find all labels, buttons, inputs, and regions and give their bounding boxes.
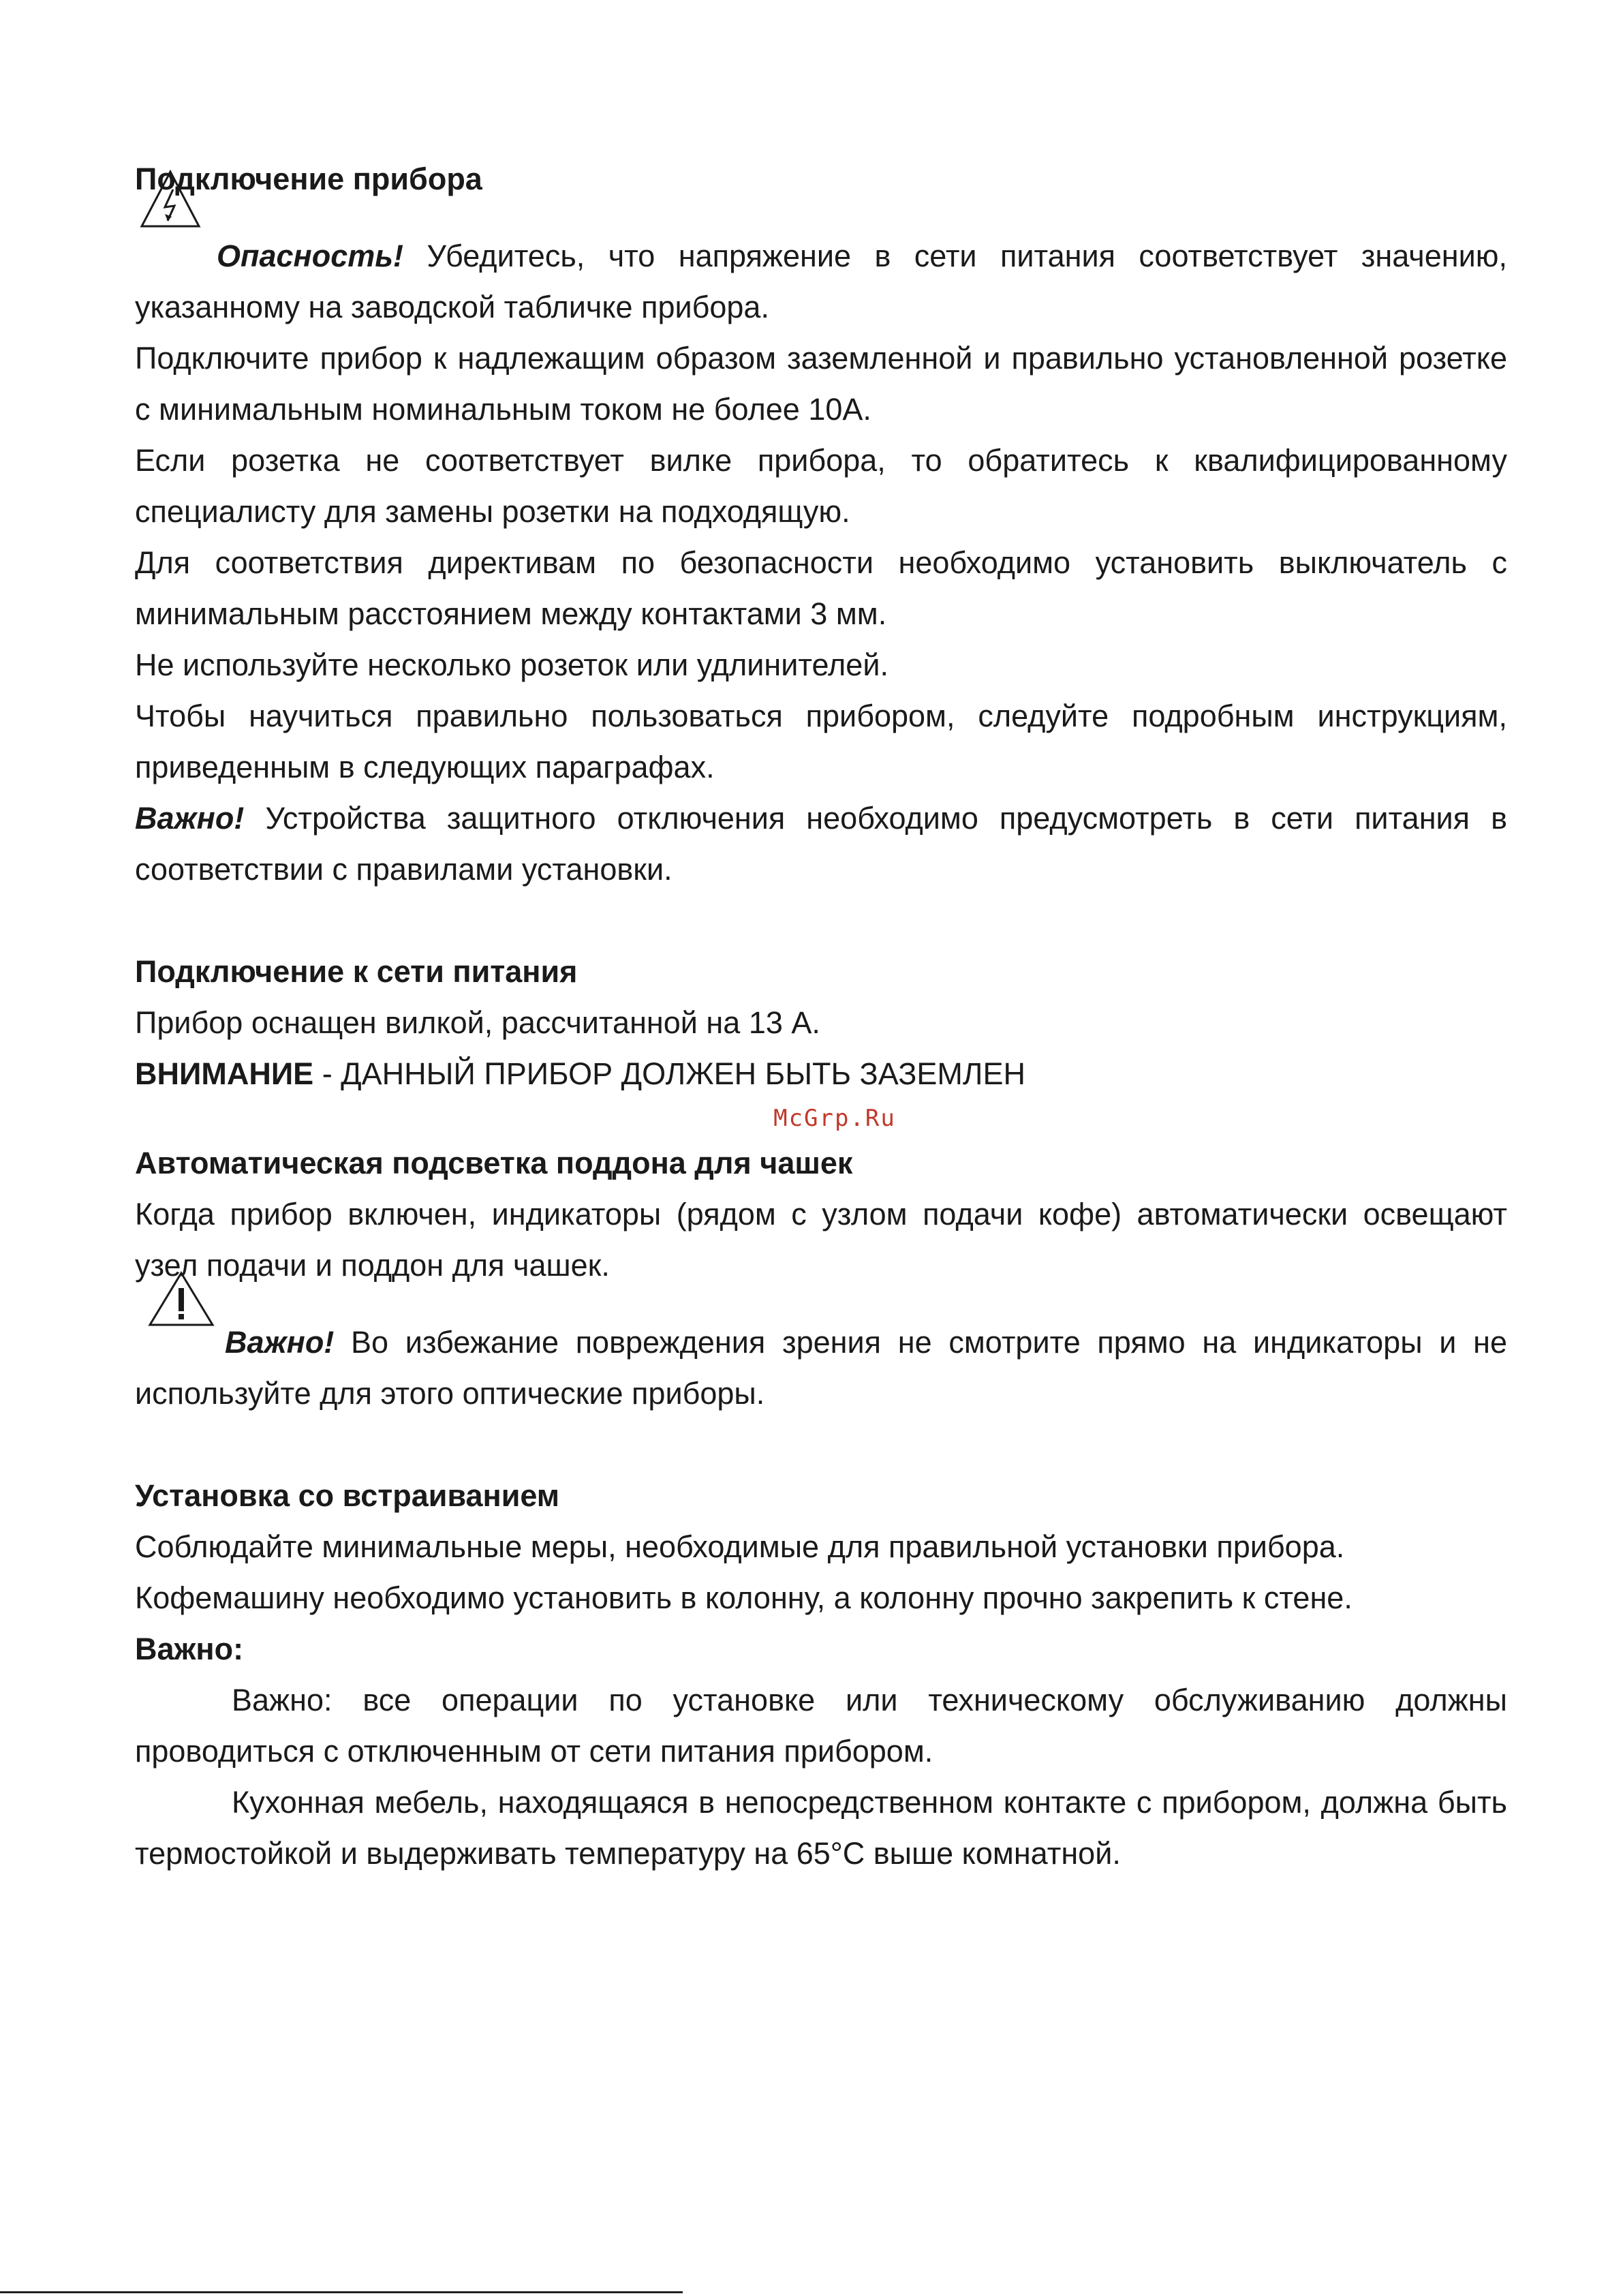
document-page xyxy=(135,153,1507,1879)
electric-shock-warning-icon xyxy=(139,169,202,229)
danger-text: Убедитесь, что напряжение в сети питания соответствует значению, указанному на заводской табличке прибора. xyxy=(135,239,1507,324)
important-text: Во избежание повреждения зрения не смотрите прямо на индикаторы и не используйте для этого оптические приборы. xyxy=(135,1325,1507,1411)
section-title-lighting: Автоматическая подсветка поддона для чашек xyxy=(135,1146,853,1180)
watermark: McGrp.Ru xyxy=(773,1105,896,1132)
paragraph: Если розетка не соответствует вилке прибора, то обратитесь к квалифицированному специалисту для замены розетки на подходящую. xyxy=(135,443,1507,529)
paragraph: Кухонная мебель, находящаяся в непосредственном контакте с прибором, должна быть термостойкой и выдерживать температуру на 65°С выше комнатной. xyxy=(135,1785,1507,1871)
paragraph: Соблюдайте минимальные меры, необходимые для правильной установки прибора. xyxy=(135,1529,1345,1564)
important-text: Устройства защитного отключения необходимо предусмотреть в сети питания в соответствии с правилами установки. xyxy=(135,801,1507,887)
paragraph: Кофемашину необходимо установить в колонну, а колонну прочно закрепить к стене. xyxy=(135,1580,1352,1615)
important-paragraph xyxy=(135,1317,1507,1419)
paragraph: Когда прибор включен, индикаторы (рядом с узлом подачи кофе) автоматически освещают узел подачи и поддон для чашек. xyxy=(135,1197,1507,1283)
important-paragraph xyxy=(135,793,1507,895)
important-label: Важно! xyxy=(225,1325,335,1360)
paragraph: Чтобы научиться правильно пользоваться прибором, следуйте подробным инструкциям, приведенным в следующих параграфах. xyxy=(135,699,1507,784)
exclamation-warning-icon xyxy=(147,1270,215,1328)
important-label: Важно! xyxy=(135,801,245,836)
paragraph: Для соответствия директивам по безопасности необходимо установить выключатель с минимальным расстоянием между контактами 3 мм. xyxy=(135,545,1507,631)
paragraph: Подключите прибор к надлежащим образом заземленной и правильно установленной розетке с минимальным номинальным током не более 10А. xyxy=(135,341,1507,427)
paragraph: Прибор оснащен вилкой, рассчитанной на 13 А. xyxy=(135,1005,820,1040)
attention-paragraph xyxy=(135,1048,1507,1099)
paragraph: Не используйте несколько розеток или удлинителей. xyxy=(135,647,888,682)
danger-paragraph xyxy=(135,230,1507,333)
danger-label: Опасность! xyxy=(217,239,403,273)
section-title-connection: Подключение прибора xyxy=(135,162,482,196)
attention-text: - ДАННЫЙ ПРИБОР ДОЛЖЕН БЫТЬ ЗАЗЕМЛЕН xyxy=(313,1056,1025,1091)
section-title-power: Подключение к сети питания xyxy=(135,954,578,989)
section-title-builtin: Установка со встраиванием xyxy=(135,1478,560,1513)
footer-divider xyxy=(0,2291,683,2293)
important-heading: Важно: xyxy=(135,1632,244,1666)
paragraph: Важно: все операции по установке или техническому обслуживанию должны проводиться с отключенным от сети питания прибором. xyxy=(135,1683,1507,1769)
attention-label: ВНИМАНИЕ xyxy=(135,1056,314,1091)
